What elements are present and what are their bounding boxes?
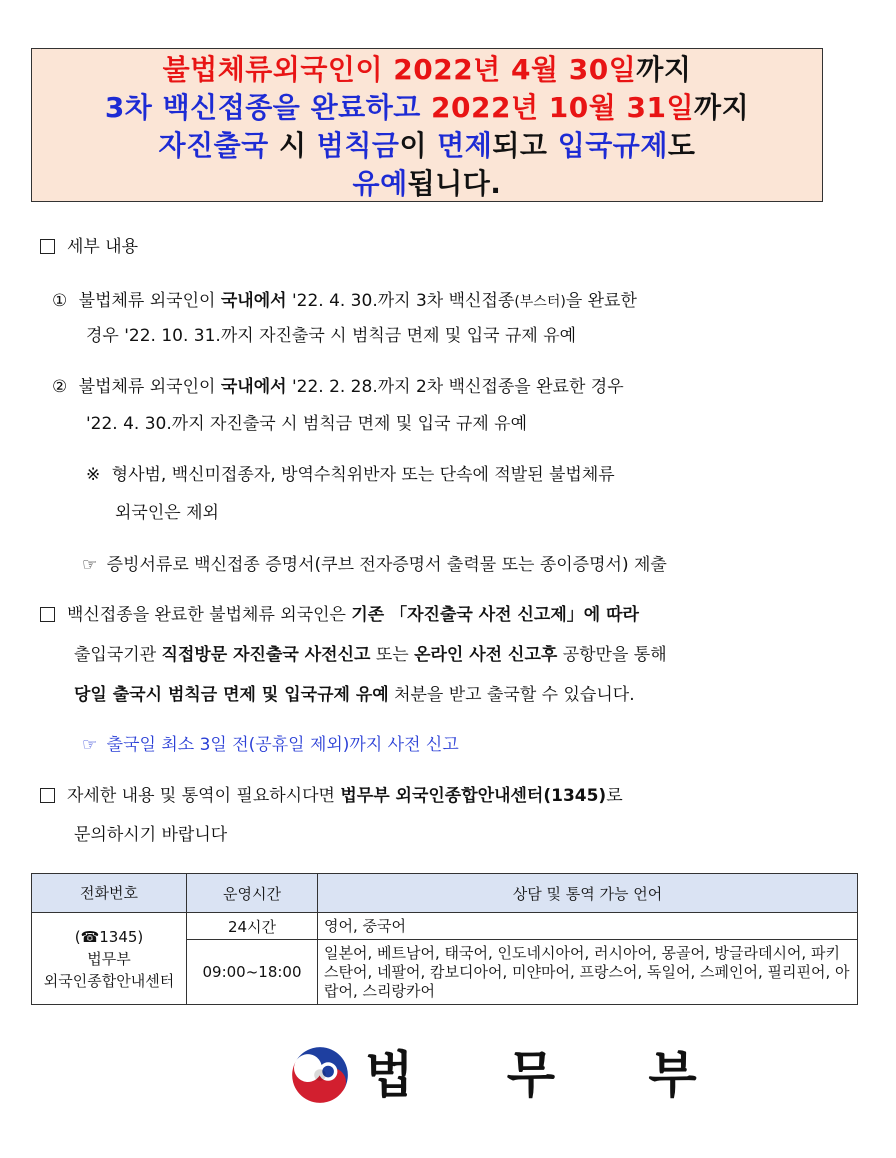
org-name: 법무부 <box>87 949 131 968</box>
documents-note: ☞ 증빙서류로 백신접종 증명서(쿠브 전자증명서 출력물 또는 종이증명서) 제출 <box>82 555 667 575</box>
phone-cell <box>32 913 187 1005</box>
detail-item-1-line-2: 경우 '22. 10. 31.까지 자진출국 시 범칙금 면제 및 입국 규제 유예 <box>86 326 577 346</box>
detail-item-2-line-2: '22. 4. 30.까지 자진출국 시 범칙금 면제 및 입국 규제 유예 <box>86 414 528 434</box>
header-languages: 상담 및 통역 가능 언어 <box>318 874 858 913</box>
languages-cell: 일본어, 베트남어, 태국어, 인도네시아어, 러시아어, 몽골어, 방글라데시어, 파키스탄어, 네팔어, 캄보디아어, 미얀마어, 프랑스어, 독일어, 스페인어, 필리핀어, 아랍어, 스리랑카어 <box>318 940 858 1005</box>
section-vaccinated-line-2: 출입국기관 직접방문 자진출국 사전신고 또는 온라인 사전 신고후 공항만을 통해 <box>74 645 667 665</box>
pointing-hand-icon: ☞ <box>82 555 98 575</box>
hours-cell: 09:00~18:00 <box>187 940 318 1005</box>
section-contact-line-1: 자세한 내용 및 통역이 필요하시다면 법무부 외국인종합안내센터(1345)로 <box>40 781 623 806</box>
ministry-name: 법 무 부 <box>365 1046 735 1104</box>
header-hours: 운영시간 <box>187 874 318 913</box>
languages-cell: 영어, 중국어 <box>318 913 858 940</box>
headline-line-3: 자진출국 시 범칙금이 면제되고 입국규제도 <box>158 129 696 162</box>
advance-report-note: ☞ 출국일 최소 3일 전(공휴일 제외)까지 사전 신고 <box>82 735 459 755</box>
taegeuk-emblem-icon <box>291 1046 349 1104</box>
phone-number: (☎1345) <box>74 927 144 946</box>
detail-item-2-line-1: ② 불법체류 외국인이 국내에서 '22. 2. 28.까지 2차 백신접종을 완료한 경우 <box>52 377 624 397</box>
header-phone: 전화번호 <box>32 874 187 913</box>
contact-info-table <box>31 873 858 1005</box>
headline-box <box>31 48 823 202</box>
pointing-hand-icon: ☞ <box>82 735 98 755</box>
checkbox-square-icon <box>40 239 55 254</box>
section-vaccinated-line-1: 백신접종을 완료한 불법체류 외국인은 기존 「자진출국 사전 신고제」에 따라 <box>40 600 639 625</box>
detail-item-1-line-1: ① 불법체류 외국인이 국내에서 '22. 4. 30.까지 3차 백신접종(부스터)을 완료한 <box>52 291 637 311</box>
exception-note-line-1: ※ 형사범, 백신미접종자, 방역수칙위반자 또는 단속에 적발된 불법체류 <box>86 465 615 485</box>
exception-note-line-2: 외국인은 제외 <box>115 503 219 523</box>
headline-line-4: 유예됩니다. <box>352 167 502 200</box>
hours-cell: 24시간 <box>187 913 318 940</box>
table-row <box>32 913 858 940</box>
checkbox-square-icon <box>40 607 55 622</box>
table-header-row <box>32 874 858 913</box>
section-vaccinated-line-3: 당일 출국시 범칙금 면제 및 입국규제 유예 처분을 받고 출국할 수 있습니다. <box>74 685 635 705</box>
section-contact-line-2: 문의하시기 바랍니다 <box>74 825 228 845</box>
section-details-title: 세부 내용 <box>40 232 138 257</box>
headline-line-1: 불법체류외국인이 2022년 4월 30일까지 <box>162 53 692 86</box>
checkbox-square-icon <box>40 788 55 803</box>
center-name: 외국인종합안내센터 <box>43 971 175 990</box>
headline-line-2: 3차 백신접종을 완료하고 2022년 10월 31일까지 <box>104 91 750 124</box>
